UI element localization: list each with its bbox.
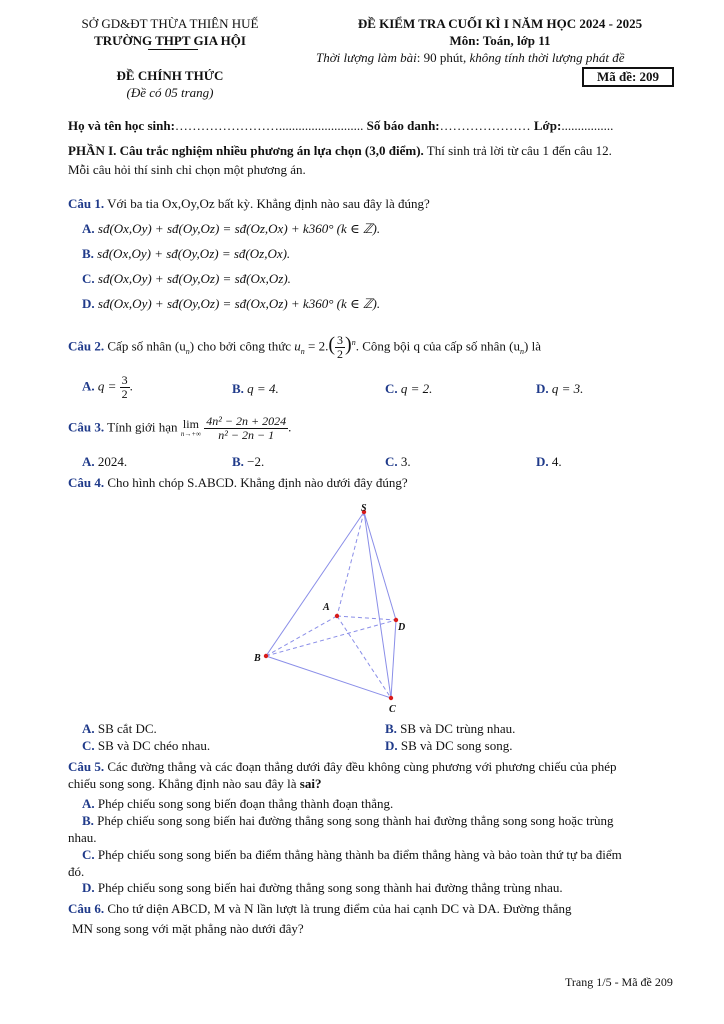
q2-option-b[interactable] [232, 381, 279, 397]
q2-text2: ) cho bởi công thức [189, 338, 295, 354]
q3-a-text: 2024. [97, 454, 128, 469]
edge-cd [391, 620, 396, 698]
duration [316, 50, 624, 66]
q1-a-key: A. [82, 221, 95, 236]
q5-d-text: Phép chiếu song song biến hai đường thẳng song song thành hai đường thẳng trùng nhau. [94, 880, 563, 895]
q2-text4: ) là [524, 338, 541, 354]
q4-a-key: A. [82, 721, 95, 736]
q3-text: Tính giới hạn [104, 419, 181, 435]
class-dots: ................ [561, 118, 614, 133]
q6-stem-2: MN song song với mặt phẳng nào dưới đây? [72, 921, 304, 936]
edge-sd [364, 512, 396, 620]
q5-text2a: chiếu song song. Khẳng định nào sau đây là [68, 776, 300, 791]
edge-sa [337, 512, 364, 616]
edge-bc [266, 656, 391, 698]
q3-option-b[interactable] [232, 454, 264, 470]
q1-c-key: C. [82, 271, 95, 286]
label-a: A [323, 602, 330, 613]
q4-option-a[interactable] [82, 721, 157, 737]
q1-option-c[interactable] [82, 271, 291, 287]
q2-a-pre: q = [97, 378, 117, 394]
label-c: C [389, 704, 396, 715]
official-label: ĐỀ CHÍNH THỨC [116, 68, 224, 83]
q3-option-c[interactable] [385, 454, 411, 470]
q2-text3: . Công bội q của cấp số nhân (u [355, 338, 520, 354]
q2-frac-den: 2 [337, 346, 344, 361]
label-b: B [254, 653, 261, 664]
q1-d-text: sđ(Ox,Oy) + sđ(Oy,Oz) = sđ(Ox,Oz) + k360° (k ∈ ℤ). [97, 296, 381, 311]
edge-ab [266, 616, 337, 656]
q1-option-b[interactable] [82, 246, 290, 262]
class-label: Lớp: [533, 118, 562, 133]
q2-a-key: A. [82, 378, 95, 394]
q5-option-d[interactable] [82, 880, 563, 896]
q1-label: Câu 1. [68, 196, 105, 211]
part1-line1 [68, 143, 612, 159]
q3-fraction [204, 415, 288, 442]
q5-text2b: sai? [299, 776, 322, 791]
q5-option-c[interactable] [82, 847, 622, 863]
exam-code: Mã đề: 209 [582, 67, 674, 87]
q2-label: Câu 2. [68, 338, 105, 354]
label-d: D [398, 622, 406, 633]
q4-d-key: D. [385, 738, 398, 753]
school-name: TRƯỜNG THPT GIA HỘI [94, 33, 246, 48]
q1-option-a[interactable] [82, 221, 380, 237]
q2-frac-num: 3 [337, 332, 344, 347]
point-b [264, 654, 268, 658]
duration-note: không tính thời lượng phát đề [469, 50, 625, 65]
page-footer: Trang 1/5 - Mã đề 209 [565, 975, 673, 989]
q2-sub: n [185, 346, 190, 356]
edge-ad [337, 616, 396, 620]
q3-option-d[interactable] [536, 454, 562, 470]
q3-lim-word: lim [182, 416, 199, 431]
q1-c-text: sđ(Ox,Oy) + sđ(Oy,Oz) = sđ(Ox,Oz). [97, 271, 291, 286]
q4-a-text: SB cắt DC. [97, 721, 157, 736]
q4-c-text: SB và DC chéo nhau. [97, 738, 211, 753]
q4-option-b[interactable] [385, 721, 515, 737]
point-c [389, 696, 393, 700]
duration-label: Thời lượng làm bài [316, 50, 417, 65]
q5-label: Câu 5. [68, 759, 105, 774]
q2-option-a[interactable]: A. q = $\frac{3}{2}$ . [82, 373, 133, 401]
q3-b-key: B. [232, 454, 244, 469]
q1-b-text: sđ(Ox,Oy) + sđ(Oy,Oz) = sđ(Oz,Ox). [97, 246, 291, 261]
school-underline [148, 49, 198, 50]
q5-stem-1 [68, 759, 617, 775]
q2-formula-mid: = 2. [304, 338, 329, 354]
q1-a-text: sđ(Ox,Oy) + sđ(Oy,Oz) = sđ(Oz,Ox) + k360° (k ∈ ℤ). [97, 221, 381, 236]
edge-bd [266, 620, 396, 656]
q4-d-text: SB và DC song song. [400, 738, 513, 753]
q3-d-text: 4. [551, 454, 562, 469]
q3-c-text: 3. [400, 454, 411, 469]
q2-text1: Cấp số nhân (u [104, 338, 186, 354]
q4-b-key: B. [385, 721, 397, 736]
q2-a-den: 2 [121, 387, 128, 401]
edge-ac [337, 616, 391, 698]
q3-b-text: −2. [247, 454, 265, 469]
id-label: Số báo danh: [366, 118, 440, 133]
q2-a-frac [120, 374, 130, 401]
q4-option-c[interactable] [82, 738, 210, 754]
q5-a-text: Phép chiếu song song biến đoạn thẳng thành đoạn thẳng. [94, 796, 394, 811]
q6-label: Câu 6. [68, 901, 105, 916]
q1-option-d[interactable] [82, 296, 380, 312]
q4-option-d[interactable] [385, 738, 513, 754]
q6-stem-1 [68, 901, 572, 917]
q2-option-c[interactable] [385, 381, 432, 397]
label-s: S [361, 503, 367, 514]
student-line [68, 118, 613, 134]
q3-num: 4n² − 2n + 2024 [206, 414, 287, 428]
q3-c-key: C. [385, 454, 398, 469]
q2-exponent: n [351, 338, 356, 347]
q6-text1: Cho tứ diện ABCD, M và N lần lượt là trung điểm của hai cạnh DC và DA. Đường thẳng [104, 901, 572, 916]
q5-stem-2 [68, 776, 321, 792]
part1-title: PHẦN I. Câu trắc nghiệm nhiều phương án lựa chọn (3,0 điểm). [68, 143, 424, 158]
q2-formula-sub: n [300, 346, 305, 356]
q5-b-key: B. [82, 813, 94, 828]
q3-den: n² − 2n − 1 [218, 428, 275, 442]
q2-b-text: q = 4. [247, 381, 279, 396]
q5-option-c-cont: đó. [68, 864, 85, 879]
q2-stem: Câu 2. Cấp số nhân $(u_n)$ cho bởi công thức $u_n = 2$.( $\frac{3}{2}$ )$^n$. Công bội q của cấp số nhân $(u_n)$ là [68, 332, 541, 361]
q4-stem [68, 475, 408, 491]
q5-option-a[interactable] [82, 796, 393, 812]
q3-lim-sub: n→+∞ [180, 429, 202, 438]
q2-fraction [335, 334, 345, 361]
q4-text: Cho hình chóp S.ABCD. Khẳng định nào dưới đây đúng? [104, 475, 408, 490]
q1-text: Với ba tia Ox,Oy,Oz bất kỳ. Khẳng định nào sau đây là đúng? [104, 196, 430, 211]
q5-option-b[interactable] [82, 813, 614, 829]
duration-value: : 90 phút, [416, 50, 470, 65]
name-label: Họ và tên học sinh: [68, 118, 175, 133]
q5-a-key: A. [82, 796, 95, 811]
q2-d-key: D. [536, 381, 549, 396]
q2-c-text: q = 2. [400, 381, 433, 396]
point-a [335, 614, 339, 618]
q2-d-text: q = 3. [551, 381, 584, 396]
q2-a-num: 3 [121, 373, 128, 387]
q3-label: Câu 3. [68, 419, 105, 435]
q3-stem: Câu 3. Tính giới hạn lim n→+∞ $\frac{\text{4n² − 2n + 2024}}{\text{n² − 2n − 1}}$ . [68, 414, 292, 442]
q3-a-key: A. [82, 454, 95, 469]
q1-d-key: D. [82, 296, 95, 311]
q5-c-text1: Phép chiếu song song biến ba điểm thẳng hàng thành ba điểm thẳng hàng và bảo toàn thứ tự ba điểm [94, 847, 622, 862]
edge-sc [364, 512, 391, 698]
q4-b-text: SB và DC trùng nhau. [400, 721, 516, 736]
q1-b-key: B. [82, 246, 94, 261]
name-dots: …………………….......................... [174, 118, 364, 133]
q5-d-key: D. [82, 880, 95, 895]
q1-stem [68, 196, 430, 212]
q3-lim [180, 416, 202, 439]
q3-d-key: D. [536, 454, 549, 469]
q5-b-text1: Phép chiếu song song biến hai đường thẳng song song thành hai đường thẳng song song hoặc trùng [93, 813, 614, 828]
q4-c-key: C. [82, 738, 95, 753]
q2-c-key: C. [385, 381, 398, 396]
pages-note: (Đề có 05 trang) [126, 85, 214, 100]
q5-c-key: C. [82, 847, 95, 862]
dept-name: SỞ GD&ĐT THỪA THIÊN HUẾ [81, 16, 259, 31]
q2-formula-u: u [294, 338, 301, 354]
q2-sub2: n [520, 346, 524, 356]
q5-option-b-cont: nhau. [68, 830, 97, 845]
q2-option-d[interactable] [536, 381, 583, 397]
subject: Môn: Toán, lớp 11 [449, 33, 551, 48]
q5-text1: Các đường thẳng và các đoạn thẳng dưới đây đều không cùng phương với phương chiếu của phép [104, 759, 617, 774]
id-dots: ………………… [439, 118, 531, 133]
exam-title: ĐỀ KIỂM TRA CUỐI KÌ I NĂM HỌC 2024 - 2025 [357, 16, 643, 31]
pyramid-figure [240, 498, 430, 718]
q4-label: Câu 4. [68, 475, 105, 490]
q2-b-key: B. [232, 381, 244, 396]
part1-instr: Thí sinh trả lời từ câu 1 đến câu 12. [423, 143, 612, 158]
part1-instr2: Mỗi câu hỏi thí sinh chỉ chọn một phương án. [68, 162, 306, 177]
q3-option-a[interactable] [82, 454, 127, 470]
